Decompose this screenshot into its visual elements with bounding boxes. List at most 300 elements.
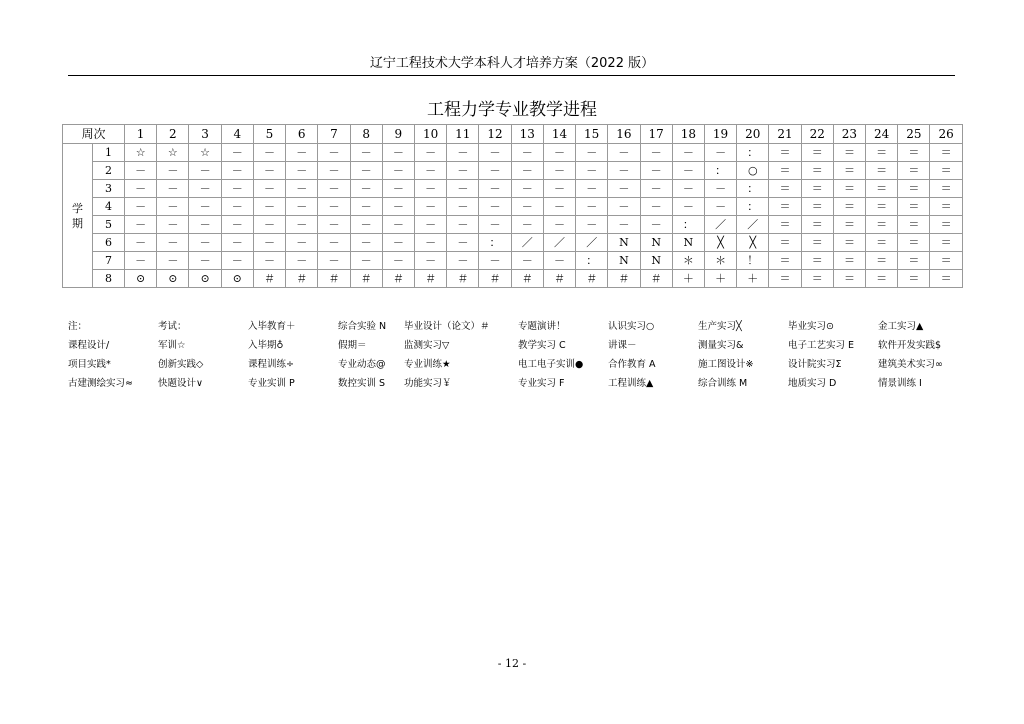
schedule-cell: － (221, 162, 253, 180)
schedule-cell: － (511, 180, 543, 198)
schedule-cell: － (414, 162, 446, 180)
schedule-cell: － (350, 198, 382, 216)
schedule-cell: ＝ (898, 144, 930, 162)
legend-row (68, 337, 968, 356)
schedule-cell: ＝ (866, 198, 898, 216)
schedule-cell: － (157, 198, 189, 216)
schedule-cell: ／ (543, 234, 575, 252)
schedule-cell: － (640, 162, 672, 180)
schedule-cell: － (479, 180, 511, 198)
legend-item: 功能实习￥ (404, 378, 452, 389)
schedule-cell: ＝ (930, 180, 962, 198)
schedule-cell: N (608, 234, 640, 252)
schedule-cell: ： (737, 144, 769, 162)
legend-item: 专题演讲！ (518, 321, 566, 332)
legend-item: 情景训练 I (878, 378, 922, 389)
table-header-row (63, 125, 963, 144)
schedule-cell: － (479, 162, 511, 180)
schedule-cell: － (479, 144, 511, 162)
schedule-cell: － (640, 198, 672, 216)
schedule-cell: ： (576, 252, 608, 270)
semester-label (63, 144, 93, 288)
schedule-cell: － (318, 234, 350, 252)
schedule-cell: ＃ (511, 270, 543, 288)
schedule-cell: ＝ (930, 144, 962, 162)
schedule-cell: ＝ (801, 252, 833, 270)
running-header: 辽宁工程技术大学本科人才培养方案（2022 版） (369, 56, 655, 71)
schedule-cell: ☆ (157, 144, 189, 162)
schedule-cell: － (414, 144, 446, 162)
week-number: 11 (447, 125, 479, 144)
schedule-cell: － (221, 252, 253, 270)
schedule-cell: － (608, 180, 640, 198)
schedule-cell: － (511, 162, 543, 180)
week-number: 15 (576, 125, 608, 144)
semester-row (63, 234, 963, 252)
schedule-cell: ＝ (801, 180, 833, 198)
semester-row (63, 252, 963, 270)
semester-row (63, 162, 963, 180)
schedule-cell: ／ (737, 216, 769, 234)
schedule-cell: ＃ (447, 270, 479, 288)
legend-item: 军训☆ (158, 340, 186, 351)
week-number: 16 (608, 125, 640, 144)
schedule-cell: ＝ (801, 162, 833, 180)
legend-item: 电子工艺实习 E (788, 340, 855, 351)
schedule-cell: ！ (737, 252, 769, 270)
schedule-cell: ＝ (801, 144, 833, 162)
schedule-cell: ／ (511, 234, 543, 252)
schedule-cell: － (640, 216, 672, 234)
schedule-cell: ＝ (930, 234, 962, 252)
schedule-cell: ＝ (898, 270, 930, 288)
schedule-cell: ＝ (930, 162, 962, 180)
schedule-cell: － (125, 252, 157, 270)
legend-item: 工程训练▲ (608, 378, 654, 389)
legend-item: 快题设计∨ (158, 378, 203, 389)
schedule-cell: ＊ (704, 252, 736, 270)
legend-item: 金工实习▲ (878, 321, 924, 332)
schedule-cell: － (608, 216, 640, 234)
week-number: 25 (898, 125, 930, 144)
schedule-cell: ＝ (833, 162, 865, 180)
week-number: 13 (511, 125, 543, 144)
schedule-cell: － (286, 252, 318, 270)
schedule-cell: ／ (704, 216, 736, 234)
schedule-table (62, 124, 963, 288)
schedule-cell: － (414, 234, 446, 252)
schedule-cell: － (511, 144, 543, 162)
schedule-cell: － (447, 252, 479, 270)
schedule-cell: ＋ (737, 270, 769, 288)
semester-row (63, 198, 963, 216)
week-number: 19 (704, 125, 736, 144)
schedule-cell: － (672, 162, 704, 180)
schedule-cell: ＃ (382, 270, 414, 288)
schedule-cell: ＝ (930, 252, 962, 270)
week-number: 10 (414, 125, 446, 144)
schedule-cell: － (382, 234, 414, 252)
semester-number: 6 (93, 234, 125, 252)
week-number: 4 (221, 125, 253, 144)
week-number: 12 (479, 125, 511, 144)
legend-item: 课程训练÷ (248, 359, 294, 370)
schedule-cell: － (704, 198, 736, 216)
semester-row (63, 270, 963, 288)
legend-item: 生产实习╳ (698, 321, 742, 332)
schedule-cell: ＝ (833, 252, 865, 270)
schedule-cell: ⊙ (189, 270, 221, 288)
legend-item: 毕业实习⊙ (788, 321, 834, 332)
schedule-cell: － (221, 216, 253, 234)
schedule-cell: － (253, 252, 285, 270)
week-number: 7 (318, 125, 350, 144)
schedule-cell: － (447, 144, 479, 162)
semester-number: 1 (93, 144, 125, 162)
schedule-cell: － (189, 162, 221, 180)
semester-label-char: 学 (72, 201, 83, 215)
week-number: 2 (157, 125, 189, 144)
schedule-cell: ⊙ (221, 270, 253, 288)
week-header-label: 周次 (63, 125, 125, 144)
schedule-cell: ⊙ (157, 270, 189, 288)
schedule-cell: － (125, 234, 157, 252)
schedule-cell: ＝ (930, 270, 962, 288)
schedule-cell: N (640, 234, 672, 252)
schedule-cell: ＝ (898, 234, 930, 252)
schedule-cell: － (253, 198, 285, 216)
schedule-cell: ： (737, 180, 769, 198)
schedule-cell: － (382, 144, 414, 162)
legend-row (68, 375, 968, 394)
schedule-cell: － (253, 216, 285, 234)
schedule-cell: － (350, 144, 382, 162)
legend-item: 监测实习▽ (404, 340, 450, 351)
header-divider (68, 75, 955, 76)
page-number: - 12 - (497, 657, 527, 670)
legend-item: 考试： (158, 321, 187, 332)
schedule-cell: － (640, 144, 672, 162)
schedule-cell: － (286, 144, 318, 162)
schedule-cell: － (608, 198, 640, 216)
schedule-cell: ⊙ (125, 270, 157, 288)
schedule-cell: － (350, 252, 382, 270)
schedule-cell: － (447, 198, 479, 216)
schedule-cell: － (125, 162, 157, 180)
legend-item: 假期＝ (338, 340, 367, 351)
schedule-cell: － (543, 198, 575, 216)
schedule-cell: ＝ (833, 270, 865, 288)
semester-row (63, 216, 963, 234)
schedule-cell: － (350, 162, 382, 180)
schedule-cell: ： (704, 162, 736, 180)
schedule-cell: － (318, 252, 350, 270)
schedule-cell: ＝ (898, 162, 930, 180)
schedule-cell: － (125, 216, 157, 234)
legend-item: 认识实习○ (608, 321, 655, 332)
schedule-cell: ╳ (737, 234, 769, 252)
schedule-cell: － (253, 162, 285, 180)
semester-label-char: 期 (72, 216, 83, 230)
schedule-cell: － (286, 180, 318, 198)
schedule-cell: ＝ (769, 234, 801, 252)
schedule-cell: ＝ (930, 198, 962, 216)
week-number: 23 (833, 125, 865, 144)
schedule-cell: － (318, 162, 350, 180)
legend-item: 项目实践* (68, 359, 111, 370)
schedule-cell: － (608, 162, 640, 180)
schedule-cell: ＝ (833, 180, 865, 198)
schedule-cell: － (382, 180, 414, 198)
legend-item: 专业实训 P (248, 378, 295, 389)
legend-item: 设计院实习Σ (788, 359, 842, 370)
schedule-cell: － (479, 252, 511, 270)
schedule-cell: ＝ (930, 216, 962, 234)
schedule-cell: － (350, 234, 382, 252)
schedule-cell: － (189, 198, 221, 216)
schedule-cell: ○ (737, 162, 769, 180)
schedule-cell: ： (737, 198, 769, 216)
schedule-cell: － (125, 180, 157, 198)
schedule-cell: ＝ (801, 234, 833, 252)
legend-item: 建筑美术实习∞ (878, 359, 943, 370)
week-number: 20 (737, 125, 769, 144)
legend-item: 入毕期♁ (248, 340, 284, 351)
schedule-cell: ＃ (576, 270, 608, 288)
schedule-cell: N (608, 252, 640, 270)
schedule-cell: － (382, 198, 414, 216)
week-number: 1 (125, 125, 157, 144)
schedule-cell: － (221, 180, 253, 198)
legend-item: 综合训练 M (698, 378, 748, 389)
schedule-cell: － (350, 180, 382, 198)
schedule-cell: ＝ (769, 144, 801, 162)
schedule-cell: ＝ (769, 216, 801, 234)
schedule-cell: － (286, 162, 318, 180)
week-number: 6 (286, 125, 318, 144)
schedule-cell: ☆ (125, 144, 157, 162)
schedule-cell: － (414, 198, 446, 216)
schedule-cell: － (479, 198, 511, 216)
schedule-cell: ＃ (286, 270, 318, 288)
week-number: 22 (801, 125, 833, 144)
semester-number: 2 (93, 162, 125, 180)
schedule-cell: － (672, 180, 704, 198)
schedule-cell: － (221, 198, 253, 216)
schedule-cell: － (286, 234, 318, 252)
schedule-cell: ＝ (801, 198, 833, 216)
schedule-cell: ＝ (801, 270, 833, 288)
schedule-cell: － (704, 180, 736, 198)
schedule-cell: ： (672, 216, 704, 234)
legend-item: 创新实践◇ (158, 359, 204, 370)
schedule-cell: ＃ (318, 270, 350, 288)
legend-item: 综合实验 N (338, 321, 387, 332)
schedule-cell: － (447, 162, 479, 180)
schedule-cell: － (221, 144, 253, 162)
schedule-cell: － (318, 198, 350, 216)
week-number: 9 (382, 125, 414, 144)
schedule-cell: － (414, 216, 446, 234)
schedule-cell: － (576, 216, 608, 234)
schedule-cell: － (543, 180, 575, 198)
schedule-cell: － (414, 180, 446, 198)
schedule-cell: ＃ (253, 270, 285, 288)
schedule-cell: － (640, 180, 672, 198)
week-number: 24 (866, 125, 898, 144)
schedule-cell: ＝ (866, 234, 898, 252)
semester-number: 4 (93, 198, 125, 216)
schedule-cell: － (157, 216, 189, 234)
schedule-cell: ＝ (833, 198, 865, 216)
schedule-cell: ＝ (769, 180, 801, 198)
legend-item: 软件开发实践$ (878, 340, 942, 351)
week-number: 21 (769, 125, 801, 144)
schedule-cell: ＝ (866, 216, 898, 234)
schedule-cell: － (414, 252, 446, 270)
schedule-cell: － (447, 180, 479, 198)
schedule-cell: － (221, 234, 253, 252)
schedule-cell: － (253, 180, 285, 198)
schedule-cell: ＝ (769, 162, 801, 180)
semester-row (63, 144, 963, 162)
week-number: 17 (640, 125, 672, 144)
schedule-cell: － (576, 180, 608, 198)
schedule-cell: ＃ (608, 270, 640, 288)
schedule-cell: － (382, 252, 414, 270)
schedule-cell: － (672, 198, 704, 216)
week-number: 14 (543, 125, 575, 144)
schedule-cell: ＋ (704, 270, 736, 288)
semester-row (63, 180, 963, 198)
schedule-cell: － (704, 144, 736, 162)
week-number: 3 (189, 125, 221, 144)
schedule-cell: ＝ (833, 216, 865, 234)
schedule-cell: ＝ (898, 198, 930, 216)
legend-item: 地质实习 D (788, 378, 837, 389)
week-number: 26 (930, 125, 962, 144)
schedule-cell: － (318, 180, 350, 198)
legend-item: 电工电子实训● (518, 359, 584, 370)
schedule-cell: － (189, 252, 221, 270)
schedule-cell: － (382, 216, 414, 234)
schedule-cell: － (479, 216, 511, 234)
legend-row (68, 356, 968, 375)
schedule-cell: － (382, 162, 414, 180)
schedule-cell: － (157, 252, 189, 270)
legend-item: 专业实习 F (518, 378, 565, 389)
legend-item: 讲课－ (608, 340, 637, 351)
schedule-cell: － (189, 216, 221, 234)
schedule-cell: ＝ (866, 162, 898, 180)
schedule-cell: － (157, 162, 189, 180)
schedule-cell: － (576, 144, 608, 162)
week-number: 8 (350, 125, 382, 144)
schedule-cell: ＝ (833, 144, 865, 162)
schedule-cell: － (318, 144, 350, 162)
schedule-cell: － (189, 180, 221, 198)
schedule-cell: N (672, 234, 704, 252)
schedule-cell: － (286, 198, 318, 216)
schedule-cell: ＝ (769, 198, 801, 216)
schedule-cell: ＝ (898, 252, 930, 270)
schedule-cell: ： (479, 234, 511, 252)
legend-item: 毕业设计（论文）＃ (404, 321, 490, 332)
schedule-cell: － (189, 234, 221, 252)
schedule-cell: ＝ (866, 252, 898, 270)
schedule-cell: ╳ (704, 234, 736, 252)
legend-row (68, 318, 968, 337)
legend (68, 318, 968, 394)
schedule-cell: ＃ (414, 270, 446, 288)
schedule-cell: ＃ (543, 270, 575, 288)
schedule-cell: ＝ (866, 144, 898, 162)
semester-number: 3 (93, 180, 125, 198)
schedule-cell: － (286, 216, 318, 234)
schedule-cell: ＝ (769, 270, 801, 288)
semester-number: 7 (93, 252, 125, 270)
week-number: 18 (672, 125, 704, 144)
schedule-cell: － (125, 198, 157, 216)
schedule-cell: － (543, 162, 575, 180)
legend-item: 专业动态@ (338, 359, 386, 370)
schedule-cell: ＝ (898, 180, 930, 198)
schedule-cell: ＝ (866, 180, 898, 198)
schedule-cell: － (576, 198, 608, 216)
schedule-cell: － (350, 216, 382, 234)
legend-item: 教学实习 C (518, 340, 566, 351)
schedule-cell: － (157, 234, 189, 252)
semester-number: 5 (93, 216, 125, 234)
schedule-cell: － (253, 144, 285, 162)
schedule-cell: － (511, 198, 543, 216)
schedule-cell: ＃ (640, 270, 672, 288)
schedule-cell: ／ (576, 234, 608, 252)
schedule-cell: ＝ (769, 252, 801, 270)
schedule-cell: ☆ (189, 144, 221, 162)
semester-number: 8 (93, 270, 125, 288)
page-title: 工程力学专业教学进程 (427, 100, 597, 120)
schedule-cell: N (640, 252, 672, 270)
schedule-cell: － (511, 252, 543, 270)
schedule-cell: ＃ (350, 270, 382, 288)
schedule-cell: － (576, 162, 608, 180)
legend-item: 注： (68, 321, 88, 332)
schedule-cell: － (157, 180, 189, 198)
schedule-cell: － (511, 216, 543, 234)
legend-item: 课程设计/ (68, 340, 110, 351)
schedule-cell: － (447, 216, 479, 234)
schedule-cell: － (447, 234, 479, 252)
schedule-cell: － (672, 144, 704, 162)
legend-item: 专业训练★ (404, 359, 451, 370)
schedule-cell: ＊ (672, 252, 704, 270)
legend-item: 测量实习& (698, 340, 744, 351)
schedule-cell: － (543, 252, 575, 270)
schedule-cell: ＝ (866, 270, 898, 288)
legend-item: 数控实训 S (338, 378, 386, 389)
schedule-cell: ＝ (898, 216, 930, 234)
schedule-cell: ＝ (833, 234, 865, 252)
legend-item: 入毕教育＋ (248, 321, 296, 332)
schedule-cell: ＃ (479, 270, 511, 288)
schedule-cell: － (543, 216, 575, 234)
schedule-cell: － (253, 234, 285, 252)
schedule-cell: ＋ (672, 270, 704, 288)
schedule-cell: － (608, 144, 640, 162)
legend-item: 施工图设计※ (698, 359, 754, 370)
schedule-cell: ＝ (801, 216, 833, 234)
